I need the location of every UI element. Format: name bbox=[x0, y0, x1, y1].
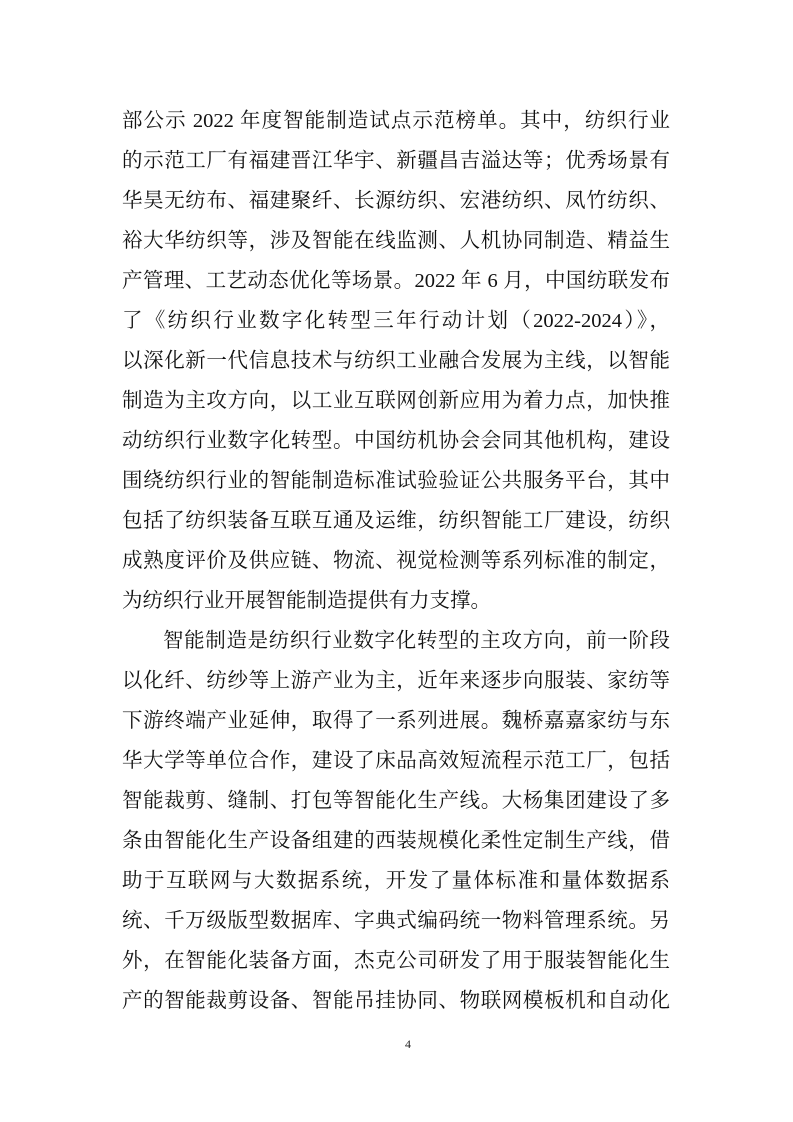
text-line: 包括了纺织装备互联互通及运维，纺织智能工厂建设，纺织 bbox=[122, 510, 670, 532]
page-number: 4 bbox=[405, 1037, 411, 1051]
text-line: 的示范工厂有福建晋江华宇、新疆昌吉溢达等；优秀场景有 bbox=[122, 150, 670, 172]
text-line: 产管理、工艺动态优化等场景。2022 年 6 月，中国纺联发布 bbox=[122, 270, 670, 292]
text-line: 助于互联网与大数据系统，开发了量体标准和量体数据系 bbox=[122, 870, 670, 892]
body-text bbox=[122, 101, 670, 1021]
text-line: 条由智能化生产设备组建的西装规模化柔性定制生产线，借 bbox=[122, 830, 670, 852]
text-line: 下游终端产业延伸，取得了一系列进展。魏桥嘉嘉家纺与东 bbox=[122, 710, 670, 732]
text-line: 制造为主攻方向，以工业互联网创新应用为着力点，加快推 bbox=[122, 390, 670, 412]
text-line: 以深化新一代信息技术与纺织工业融合发展为主线，以智能 bbox=[122, 350, 670, 372]
text-line: 以化纤、纺纱等上游产业为主，近年来逐步向服装、家纺等 bbox=[122, 670, 670, 692]
text-line: 为纺织行业开展智能制造提供有力支撑。 bbox=[122, 590, 491, 612]
text-line: 裕大华纺织等，涉及智能在线监测、人机协同制造、精益生 bbox=[122, 230, 670, 252]
paragraph bbox=[122, 101, 670, 621]
text-line: 围绕纺织行业的智能制造标准试验验证公共服务平台，其中 bbox=[122, 470, 670, 492]
paragraph bbox=[122, 621, 670, 1021]
text-line: 华大学等单位合作，建设了床品高效短流程示范工厂，包括 bbox=[122, 750, 670, 772]
text-line: 了《纺织行业数字化转型三年行动计划（2022-2024）》， bbox=[122, 310, 670, 332]
text-line: 华昊无纺布、福建聚纤、长源纺织、宏港纺织、凤竹纺织、 bbox=[122, 190, 670, 212]
text-line: 外，在智能化装备方面，杰克公司研发了用于服装智能化生 bbox=[122, 950, 670, 972]
text-line: 部公示 2022 年度智能制造试点示范榜单。其中，纺织行业 bbox=[122, 110, 670, 132]
text-line: 智能制造是纺织行业数字化转型的主攻方向，前一阶段 bbox=[163, 630, 670, 652]
text-line: 统、千万级版型数据库、字典式编码统一物料管理系统。另 bbox=[122, 910, 670, 932]
text-line: 动纺织行业数字化转型。中国纺机协会会同其他机构，建设 bbox=[122, 430, 670, 452]
text-line: 产的智能裁剪设备、智能吊挂协同、物联网模板机和自动化 bbox=[122, 990, 670, 1012]
text-line: 智能裁剪、缝制、打包等智能化生产线。大杨集团建设了多 bbox=[122, 790, 670, 812]
text-line: 成熟度评价及供应链、物流、视觉检测等系列标准的制定， bbox=[122, 550, 670, 572]
